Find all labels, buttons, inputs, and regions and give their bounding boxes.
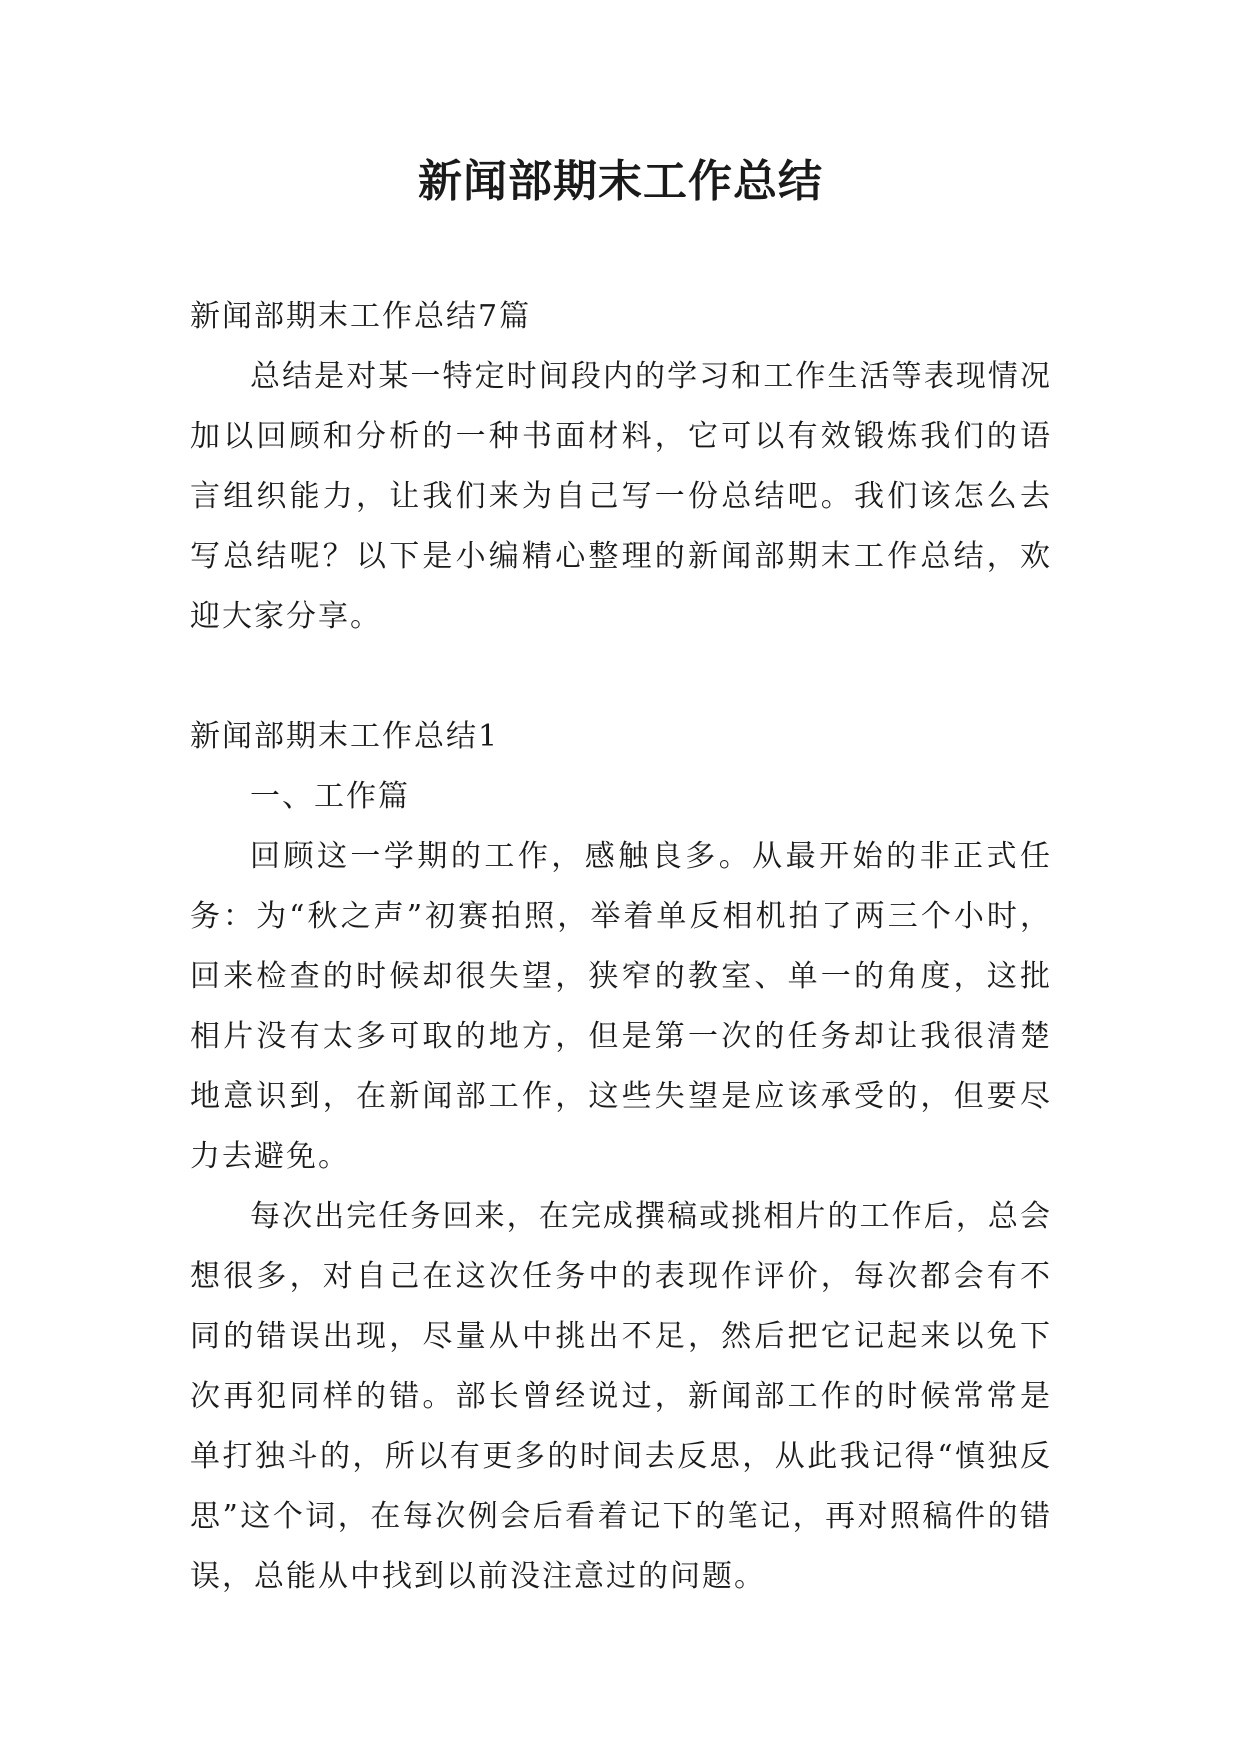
section-heading: 新闻部期末工作总结1	[190, 719, 500, 754]
document-title: 新闻部期末工作总结	[418, 156, 823, 207]
body-paragraph-2: 每次出完任务回来，在完成撰稿或挑相片的工作后，总会想很多，对自己在这次任务中的表现作评价，每次都会有不同的错误出现，尽量从中挑出不足，然后把它记起来以免下次再犯同样的错。部长曾经说过，新闻部工作的时候常常是单打独斗的，所以有更多的时间去反思，从此我记得“慎独反思”这个词，在每次例会后看着记下的笔记，再对照稿件的错误，总能从中找到以前没注意过的问题。	[190, 1199, 1052, 1594]
body-paragraph-1: 回顾这一学期的工作，感触良多。从最开始的非正式任务：为“秋之声”初赛拍照，举着单反相机拍了两三个小时，回来检查的时候却很失望，狭窄的教室、单一的角度，这批相片没有太多可取的地方，但是第一次的任务却让我很清楚地意识到，在新闻部工作，这些失望是应该承受的，但要尽力去避免。	[190, 839, 1052, 1174]
document-subtitle: 新闻部期末工作总结7篇	[190, 299, 532, 334]
intro-paragraph: 总结是对某一特定时间段内的学习和工作生活等表现情况加以回顾和分析的一种书面材料，它可以有效锻炼我们的语言组织能力，让我们来为自己写一份总结吧。我们该怎么去写总结呢？以下是小编精心整理的新闻部期末工作总结，欢迎大家分享。	[190, 359, 1052, 634]
section-spacer	[190, 647, 1052, 707]
document-body	[190, 287, 1052, 1607]
section-subheading: 一、工作篇	[250, 779, 410, 814]
